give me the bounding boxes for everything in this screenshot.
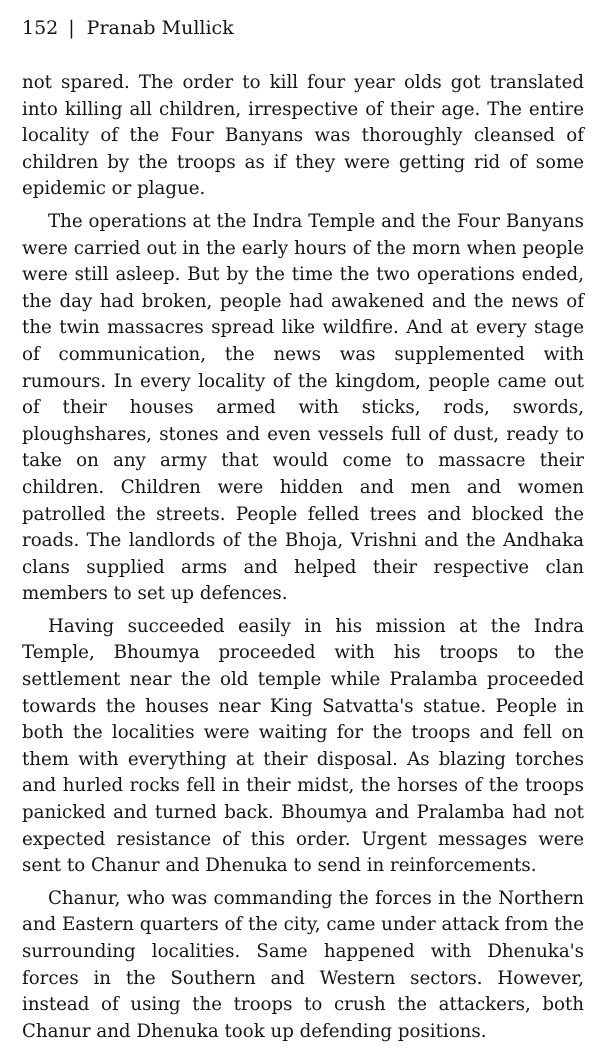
header-separator: | <box>68 17 75 39</box>
paragraph-1: not spared. The order to kill four year olds got translated into killing all children, irrespective of their age. The entire locality of the Four Banyans was thoroughly cleansed of children by the troops as if they were getting rid of some epidemic or plague. <box>22 72 584 200</box>
paragraph-3: Having succeeded easily in his mission at the Indra Temple, Bhoumya proceeded with his troops to the settlement near the old temple while Pralamba proceeded towards the houses near King Satvatta's statue. People in both the localities were waiting for the troops and fell on them with everything at their disposal. As blazing torches and hurled rocks fell in their midst, the horses of the troops panicked and turned back. Bhoumya and Pralamba had not expected resistance of this order. Urgent messages were sent to Chanur and Dhenuka to send in reinforcements. <box>22 615 584 877</box>
book-page <box>22 14 584 1051</box>
author-name: Pranab Mullick <box>86 17 234 39</box>
paragraph-2: The operations at the Indra Temple and the Four Banyans were carried out in the early hours of the morn when people were still asleep. But by the time the two operations ended, the day had broken, people had awakened and the news of the twin massacres spread like wildfire. And at every stage of communication, the news was supplemented with rumours. In every locality of the kingdom, people came out of their houses armed with sticks, rods, swords, ploughshares, stones and even vessels full of dust, ready to take on any army that would come to massacre their children. Children were hidden and men and women patrolled the streets. People felled trees and blocked the roads. The landlords of the Bhoja, Vrishni and the Andhaka clans supplied arms and helped their respective clan members to set up defences. <box>22 210 584 605</box>
paragraph-4: Chanur, who was commanding the forces in the Northern and Eastern quarters of the city, came under attack from the surrounding localities. Same happened with Dhenuka's forces in the Southern and Western sectors. However, instead of using the troops to crush the attackers, both Chanur and Dhenuka took up defending positions. <box>22 887 584 1042</box>
running-header <box>22 14 584 42</box>
page-number: 152 <box>22 17 59 39</box>
body-text <box>22 70 584 1045</box>
